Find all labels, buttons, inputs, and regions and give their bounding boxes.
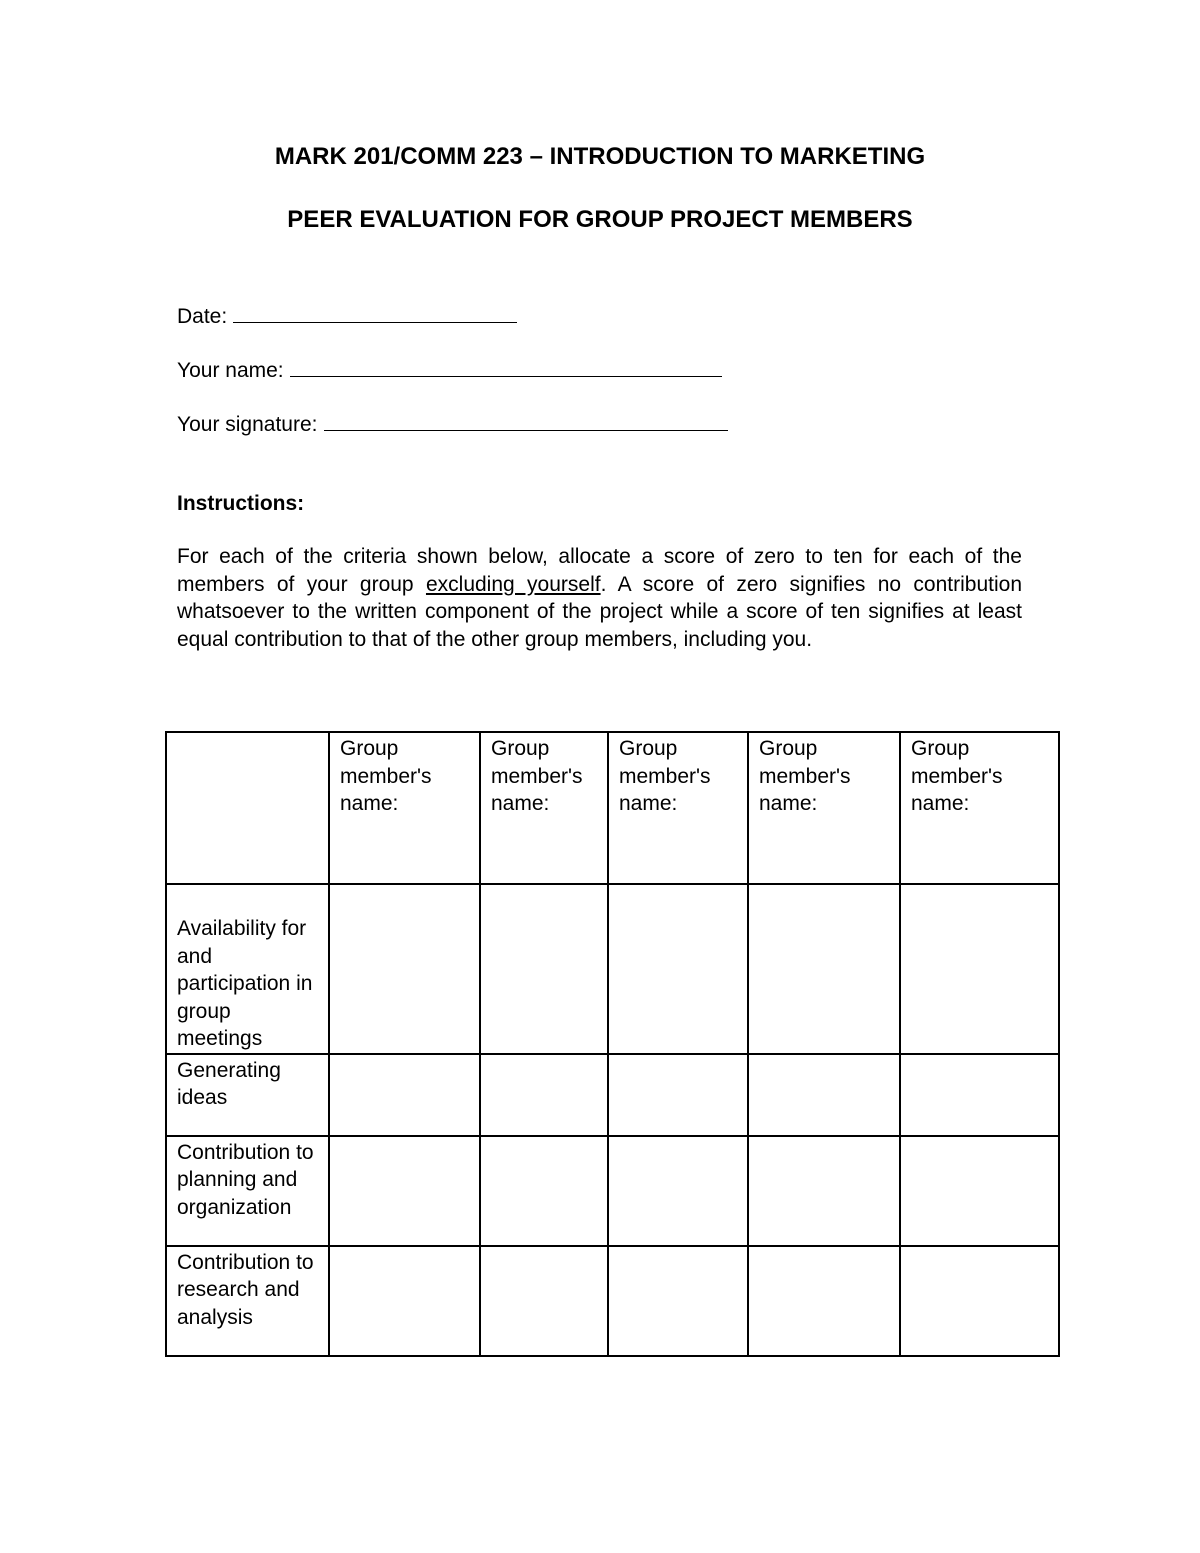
score-cell[interactable] [480, 884, 608, 1054]
table-row [166, 1246, 1059, 1356]
score-cell[interactable] [748, 1054, 900, 1136]
date-field [177, 302, 517, 330]
form-title: PEER EVALUATION FOR GROUP PROJECT MEMBERS [287, 206, 913, 233]
instructions-text [177, 543, 1022, 653]
score-cell[interactable] [900, 1246, 1059, 1356]
instructions-heading: Instructions: [177, 492, 305, 515]
instructions-text-start: For each of the criteria shown below, allocate a score of zero to ten for each of the members of your group [177, 545, 1022, 596]
member-header-label: Group member's name: [340, 737, 432, 815]
name-field [177, 356, 722, 384]
score-cell[interactable] [329, 1054, 480, 1136]
score-cell[interactable] [329, 1246, 480, 1356]
member-4-header[interactable] [748, 732, 900, 884]
criterion-cell: Contribution to planning and organization [166, 1136, 329, 1246]
member-header-label: Group member's name: [911, 737, 1003, 815]
score-cell[interactable] [329, 884, 480, 1054]
score-cell[interactable] [608, 1136, 748, 1246]
score-cell[interactable] [480, 1136, 608, 1246]
score-cell[interactable] [900, 1054, 1059, 1136]
criterion-cell: Generating ideas [166, 1054, 329, 1136]
member-5-header[interactable] [900, 732, 1059, 884]
score-cell[interactable] [748, 1136, 900, 1246]
criterion-cell: Availability for and participation in group meetings [166, 884, 329, 1054]
score-cell[interactable] [608, 1246, 748, 1356]
member-header-label: Group member's name: [759, 737, 851, 815]
score-cell[interactable] [480, 1246, 608, 1356]
table-header-row [166, 732, 1059, 884]
member-1-header[interactable] [329, 732, 480, 884]
score-cell[interactable] [608, 884, 748, 1054]
member-header-label: Group member's name: [491, 737, 583, 815]
signature-field [177, 410, 728, 438]
member-3-header[interactable] [608, 732, 748, 884]
member-header-label: Group member's name: [619, 737, 711, 815]
signature-blank-line[interactable] [324, 410, 728, 431]
empty-corner-cell [166, 732, 329, 884]
score-cell[interactable] [748, 1246, 900, 1356]
signature-label: Your signature: [177, 413, 318, 436]
score-cell[interactable] [748, 884, 900, 1054]
score-cell[interactable] [329, 1136, 480, 1246]
instructions-underlined: excluding yourself [425, 572, 601, 596]
name-blank-line[interactable] [290, 356, 722, 377]
peer-evaluation-table [165, 731, 1060, 1357]
score-cell[interactable] [900, 884, 1059, 1054]
table-row [166, 884, 1059, 1054]
score-cell[interactable] [480, 1054, 608, 1136]
score-cell[interactable] [608, 1054, 748, 1136]
date-blank-line[interactable] [233, 302, 517, 323]
table-row [166, 1054, 1059, 1136]
course-title: MARK 201/COMM 223 – INTRODUCTION TO MARKETING [274, 143, 926, 170]
member-2-header[interactable] [480, 732, 608, 884]
name-label: Your name: [177, 359, 284, 382]
criterion-cell: Contribution to research and analysis [166, 1246, 329, 1356]
instructions-text-end: . A score of zero signifies no contribution whatsoever to the written component of the project while a score of ten signifies at least equal contribution to that of the other group members, including you. [177, 572, 1023, 651]
table-row [166, 1136, 1059, 1246]
score-cell[interactable] [900, 1136, 1059, 1246]
date-label: Date: [177, 305, 228, 328]
